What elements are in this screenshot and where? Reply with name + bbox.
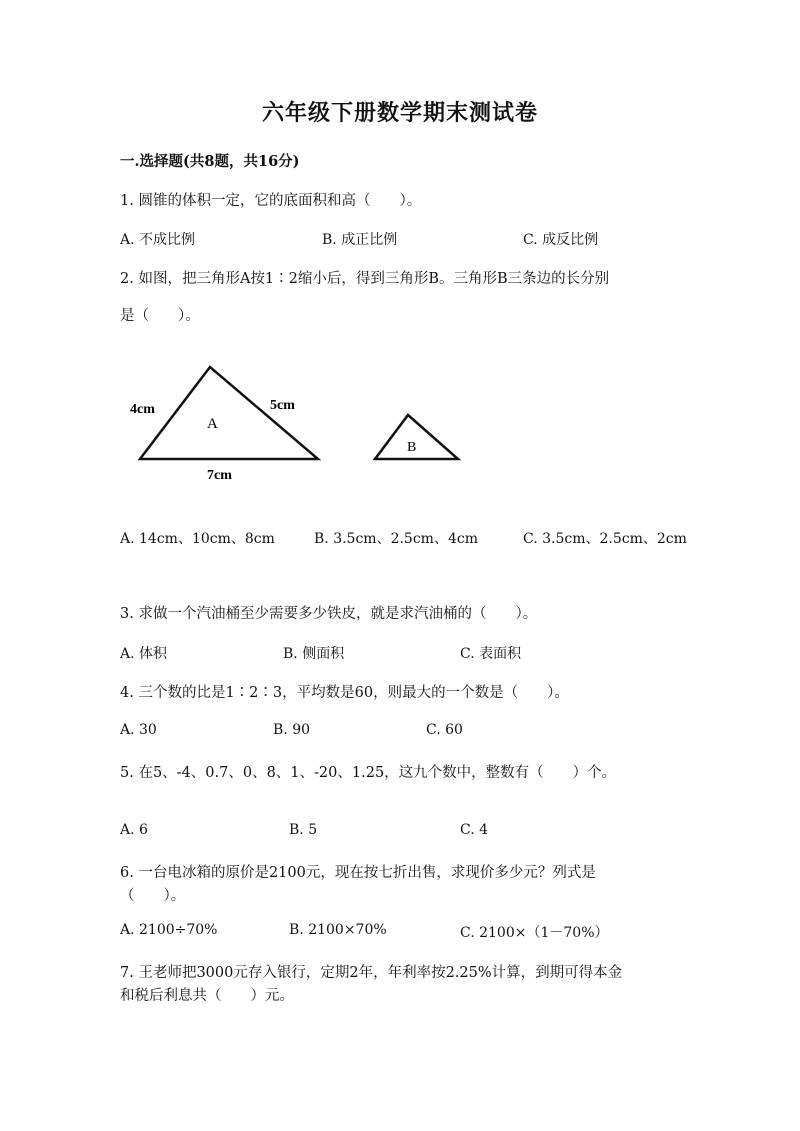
question-3-stem: 3. 求做一个汽油桶至少需要多少铁皮，就是求汽油桶的（ ）。 [120,606,538,622]
question-2-stem-line1: 2. 如图，把三角形A按1∶2缩小后，得到三角形B。三角形B三条边的长分别 [120,271,610,287]
question-6-option-c[interactable]: C. 2100×（1－70%） [460,925,609,941]
question-4-option-a[interactable]: A. 30 [120,722,157,738]
question-3-option-c[interactable]: C. 表面积 [460,646,522,662]
question-6-option-b[interactable]: B. 2100×70% [289,922,387,938]
side-left-label: 4cm [130,402,155,417]
triangle-b [375,415,458,459]
question-7-stem-line1: 7. 王老师把3000元存入银行，定期2年，年利率按2.25%计算，到期可得本金 [120,965,623,981]
section-heading: 一.选择题(共8题，共16分) [120,153,300,170]
question-2-option-a[interactable]: A. 14cm、10cm、8cm [120,531,275,547]
triangle-a-label: A [207,416,218,432]
question-6-stem-line2: （ ）。 [120,888,186,904]
question-5-option-b[interactable]: B. 5 [289,822,318,838]
question-4-option-b[interactable]: B. 90 [273,722,311,738]
question-6-option-a[interactable]: A. 2100÷70% [120,922,218,938]
question-7-stem-line2: 和税后利息共（ ）元。 [120,988,294,1004]
question-6-stem-line1: 6. 一台电冰箱的原价是2100元，现在按七折出售，求现价多少元？列式是 [120,865,596,881]
question-1-stem: 1. 圆锥的体积一定，它的底面积和高（ ）。 [120,193,422,209]
triangle-a [140,367,318,459]
triangle-b-label: B [407,440,417,455]
triangles-figure [120,355,480,490]
question-1-option-c[interactable]: C. 成反比例 [523,232,599,248]
question-1-option-a[interactable]: A. 不成比例 [120,232,196,248]
question-5-option-c[interactable]: C. 4 [460,822,489,838]
question-5-stem: 5. 在5、-4、0.7、0、8、1、-20、1.25，这九个数中，整数有（ ）个。 [120,765,617,781]
question-1-option-b[interactable]: B. 成正比例 [322,232,398,248]
question-3-option-a[interactable]: A. 体积 [120,646,168,662]
question-2-option-b[interactable]: B. 3.5cm、2.5cm、4cm [314,531,478,547]
question-2-option-c[interactable]: C. 3.5cm、2.5cm、2cm [523,531,687,547]
question-4-stem: 4. 三个数的比是1∶2∶3，平均数是60，则最大的一个数是（ ）。 [120,685,569,701]
question-2-stem-line2: 是（ ）。 [120,308,200,324]
question-4-option-c[interactable]: C. 60 [426,722,463,738]
page-title: 六年级下册数学期末测试卷 [261,100,538,126]
question-3-option-b[interactable]: B. 侧面积 [283,646,345,662]
side-bottom-label: 7cm [207,468,232,483]
question-5-option-a[interactable]: A. 6 [120,822,148,838]
side-right-label: 5cm [270,398,295,413]
